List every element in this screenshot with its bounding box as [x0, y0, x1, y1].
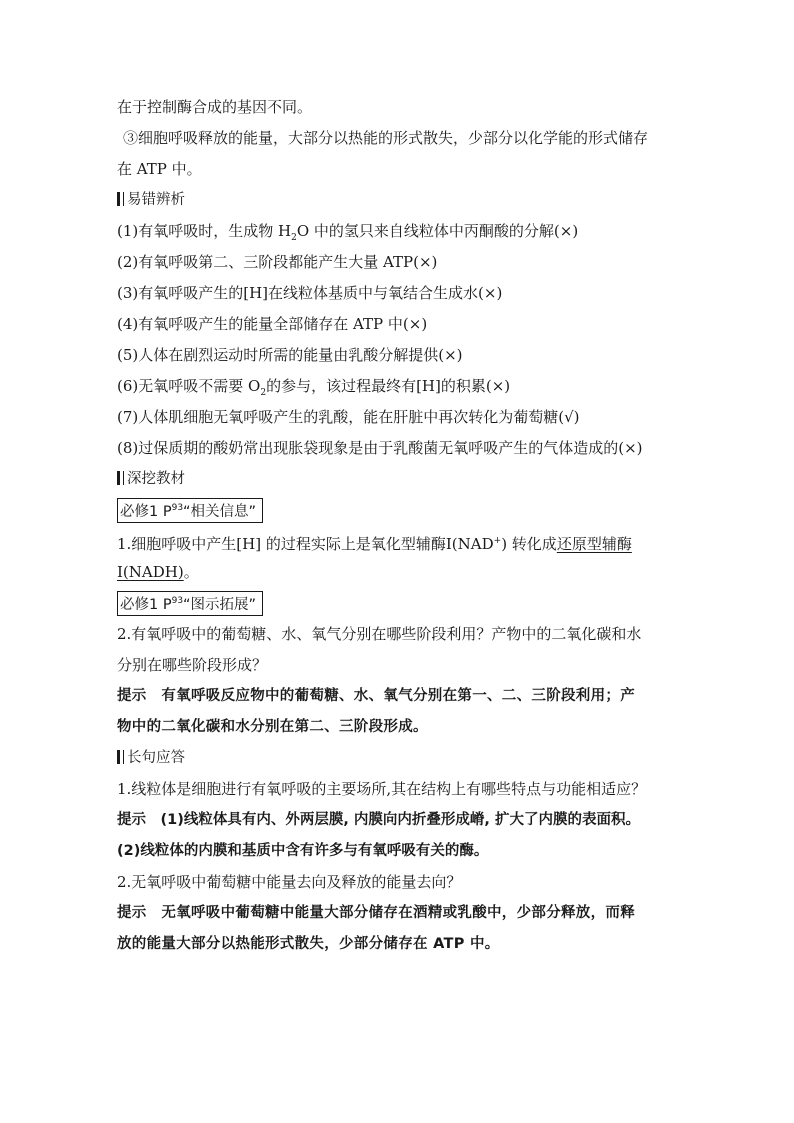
- heading-bar-icon: [123, 750, 124, 764]
- reference-box-1-row: [117, 495, 679, 526]
- question-line: 1.线粒体是细胞进行有氧呼吸的主要场所,其在结构上有哪些特点与功能相适应？: [117, 780, 647, 798]
- reference-box: 必修1 $P^{93}“$图示拓展”: [117, 591, 263, 616]
- text-line: 在 ATP 中。: [117, 160, 202, 178]
- heading-bar-icon: [117, 471, 120, 485]
- statement-7: (7)人体肌细胞无氧呼吸产生的乳酸，能在肝脏中再次转化为葡萄糖(√): [117, 408, 580, 426]
- heading-bar-icon: [117, 750, 120, 764]
- statement-2: (2)有氧呼吸第二、三阶段都能产生大量 ATP(×): [117, 253, 438, 271]
- question-line: 2.无氧呼吸中葡萄糖中能量去向及释放的能量去向？: [117, 873, 462, 891]
- document-page: [117, 92, 679, 960]
- hint-line: 放的能量大部分以热能形式散失，少部分储存在 ATP 中。: [117, 936, 500, 952]
- heading-bar-icon: [117, 192, 120, 206]
- reference-box-2-row: [117, 588, 679, 619]
- text-line: 1.细胞呼吸中产生[H] 的过程实际上是氧化型辅酶Ⅰ(NAD+) 转化成还原型辅酶: [117, 535, 632, 553]
- statement-4: (4)有氧呼吸产生的能量全部储存在 ATP 中(×): [117, 315, 428, 333]
- statement-6: (6)无氧呼吸不需要 $O_2$的参与，该过程最终有[H]的积累(×): [117, 377, 511, 398]
- section-heading-long-answer: 长句应答: [117, 743, 679, 774]
- text-line: Ⅰ(NADH)。: [117, 563, 199, 581]
- hint-line: 提示 无氧呼吸中葡萄糖中能量大部分储存在酒精或乳酸中，少部分释放，而释: [117, 905, 635, 921]
- statement-3: (3)有氧呼吸产生的[H]在线粒体基质中与氧结合生成水(×): [117, 284, 503, 302]
- text-line: ③细胞呼吸释放的能量，大部分以热能的形式散失，少部分以化学能的形式储存: [123, 129, 649, 147]
- heading-bar-icon: [123, 192, 124, 206]
- question-line: 2.有氧呼吸中的葡萄糖、水、氧气分别在哪些阶段利用？产物中的二氧化碳和水: [117, 625, 642, 643]
- section-heading-errors: 易错辨析: [117, 185, 679, 216]
- statement-8: (8)过保质期的酸奶常出现胀袋现象是由于乳酸菌无氧呼吸产生的气体造成的(×): [117, 439, 643, 457]
- section-heading-textbook: 深挖教材: [117, 464, 679, 495]
- hint-line: 提示 有氧呼吸反应物中的葡萄糖、水、氧气分别在第一、二、三阶段利用；产: [117, 688, 635, 704]
- hint-line: 物中的二氧化碳和水分别在第二、三阶段形成。: [117, 719, 428, 735]
- text-line: 在于控制酶合成的基因不同。: [117, 98, 313, 116]
- question-line: 分别在哪些阶段形成？: [117, 656, 268, 674]
- hint-line: 提示 (1)线粒体具有内、外两层膜, 内膜向内折叠形成嵴, 扩大了内膜的表面积。: [117, 812, 640, 828]
- heading-bar-icon: [123, 471, 124, 485]
- hint-line: (2)线粒体的内膜和基质中含有许多与有氧呼吸有关的酶。: [117, 843, 489, 859]
- reference-box: 必修1 $P^{93}“$相关信息”: [117, 498, 263, 523]
- statement-1: (1)有氧呼吸时，生成物 $H_2O$ 中的氢只来自线粒体中丙酮酸的分解(×): [117, 222, 579, 243]
- statement-5: (5)人体在剧烈运动时所需的能量由乳酸分解提供(×): [117, 346, 463, 364]
